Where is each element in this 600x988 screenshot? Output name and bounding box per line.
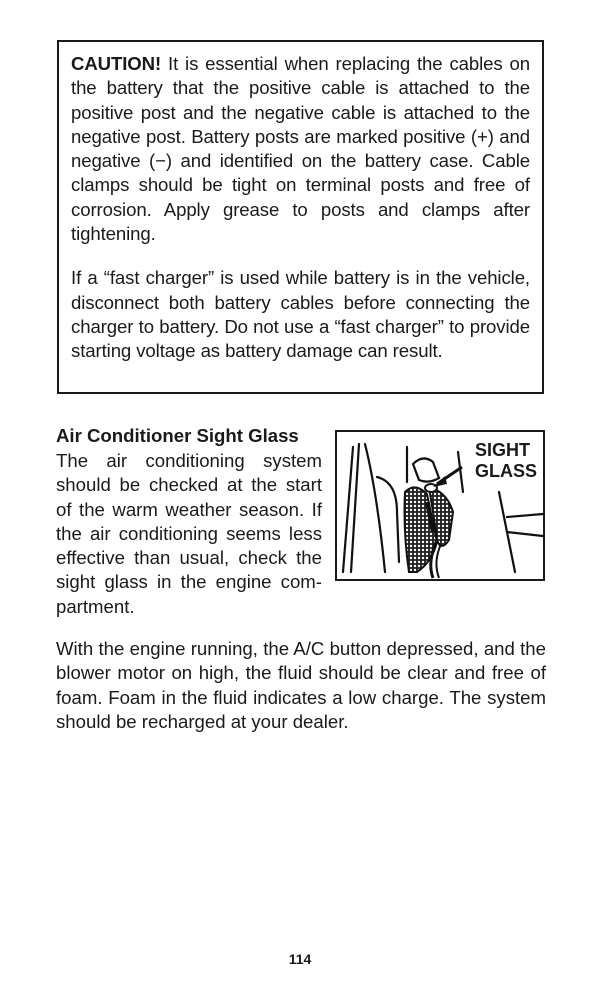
section-intro: The air conditioning system should be checked at the start of the warm weather season. If the air conditioning seems less effective than usual, check the sight glass in the engine compartment. [56, 450, 322, 617]
sight-glass-label-line-1: SIGHT [474, 440, 530, 460]
caution-paragraph-1 [71, 52, 530, 246]
caution-lead: CAUTION! [71, 53, 162, 74]
sight-glass-illustration [335, 430, 545, 581]
sight-glass-label-line-2: GLASS [474, 461, 537, 481]
section-body: With the engine running, the A/C button depressed, and the blower motor on high, the fluid should be clear and free of foam. Foam in the fluid indicates a low charge. The system should be recharged at your dealer. [56, 638, 546, 732]
page-number: 114 [288, 951, 312, 967]
sight-glass-label [475, 440, 537, 482]
section-title: Air Conditioner Sight Glass [56, 425, 299, 446]
caution-paragraph-2: If a “fast charger” is used while battery is in the vehicle, disconnect both battery cables before connecting the charger to battery. Do not use a “fast charger” to provide starting voltage as battery damage can result. [71, 267, 530, 362]
caution-box [57, 40, 544, 394]
caution-text-1: It is essential when replacing the cables on the battery that the positive cable is attached to the positive post and the negative cable is attached to the negative post. Battery posts are marked positive (+) and negative (−) and identified on the battery case. Cable clamps should be tight on terminal posts and free of corrosion. Apply grease to posts and clamps after tightening. [71, 53, 530, 245]
